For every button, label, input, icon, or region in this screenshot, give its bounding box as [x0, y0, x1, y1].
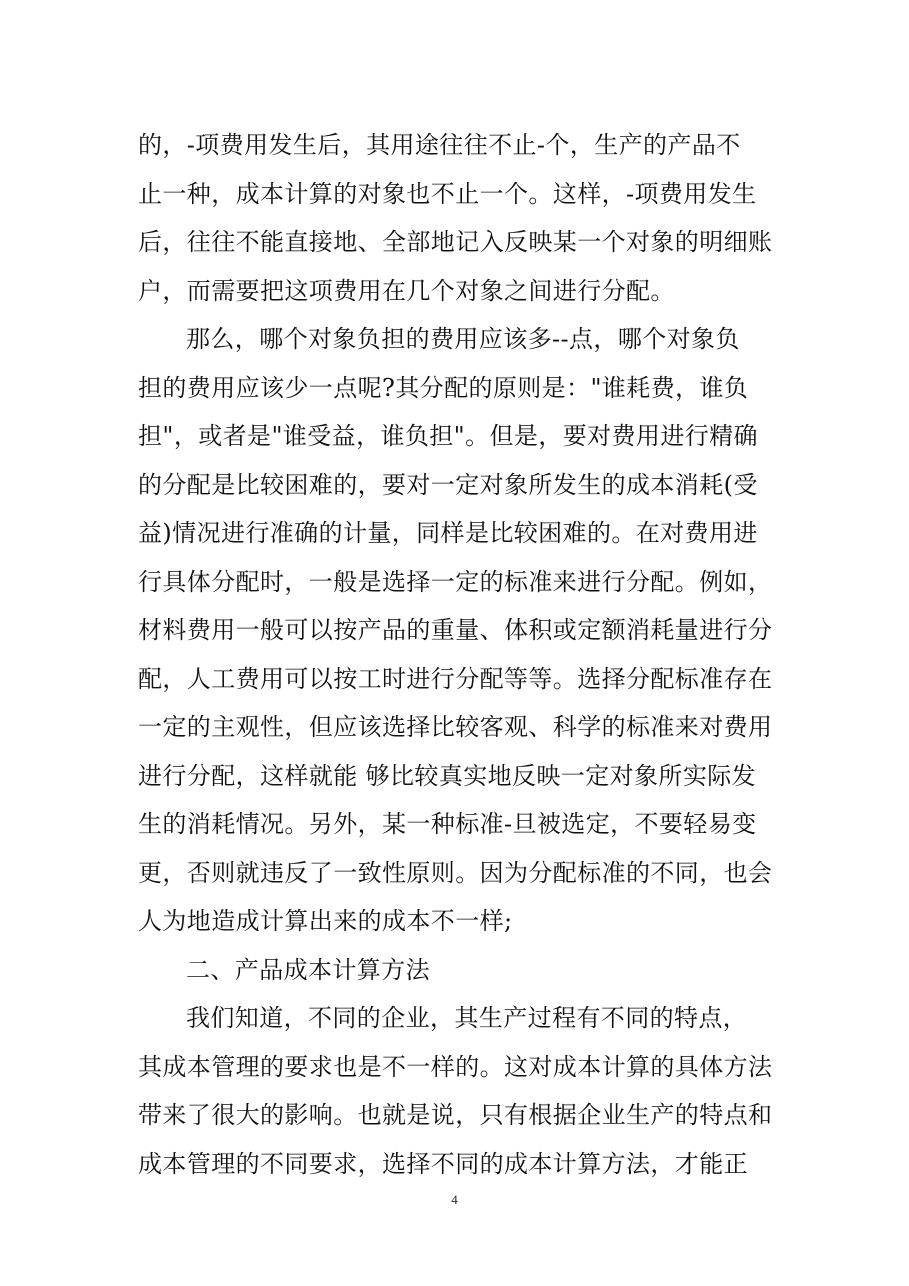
text-line: 那么，哪个对象负担的费用应该多--点，哪个对象负	[186, 325, 740, 353]
text-line: 更，否则就违反了一致性原则。因为分配标准的不同，也会	[138, 858, 773, 887]
text-line: 人为地造成计算出来的成本不一样;	[138, 907, 513, 935]
text-line: 配，人工费用可以按工时进行分配等等。选择分配标准存在	[138, 664, 773, 693]
text-line: 的分配是比较困难的，要对一定对象所发生的成本消耗(受	[138, 470, 758, 499]
text-line: 行具体分配时，一般是选择一定的标准来进行分配。例如，	[138, 567, 773, 596]
text-line: 生的消耗情况。另外，某一种标准-旦被选定，不要轻易变	[138, 810, 757, 838]
page-number: 4	[451, 1192, 458, 1207]
text-line: 益)情况进行准确的计量，同样是比较困难的。在对费用进	[138, 519, 758, 547]
text-line: 一定的主观性，但应该选择比较客观、科学的标准来对费用	[138, 713, 773, 741]
body-text	[138, 121, 778, 1188]
text-line: 带来了很大的影响。也就是说，只有根据企业生产的特点和	[138, 1101, 773, 1129]
text-line: 担的费用应该少一点呢?其分配的原则是："谁耗费，谁负	[138, 373, 749, 402]
section-heading: 二、产品成本计算方法	[186, 955, 430, 984]
text-line: 材料费用一般可以按产品的重量、体积或定额消耗量进行分	[138, 616, 773, 644]
text-line: 我们知道，不同的企业，其生产过程有不同的特点，	[186, 1004, 748, 1032]
text-line: 成本管理的不同要求，选择不同的成本计算方法，才能正	[138, 1149, 748, 1178]
text-line: 进行分配，这样就能 够比较真实地反映一定对象所实际发	[138, 761, 757, 790]
text-line: 后，往往不能直接地、全部地记入反映某一个对象的明细账	[138, 228, 773, 256]
text-line: 其成本管理的要求也是不一样的。这对成本计算的具体方法	[138, 1052, 773, 1081]
text-line: 止一种，成本计算的对象也不止一个。这样，-项费用发生	[138, 179, 757, 208]
text-line: 户，而需要把这项费用在几个对象之间进行分配。	[138, 276, 675, 305]
text-line: 的，-项费用发生后，其用途往往不止-个，生产的产品不	[138, 131, 741, 159]
text-line: 担"，或者是"谁受益，谁负担"。但是，要对费用进行精确	[138, 422, 758, 450]
